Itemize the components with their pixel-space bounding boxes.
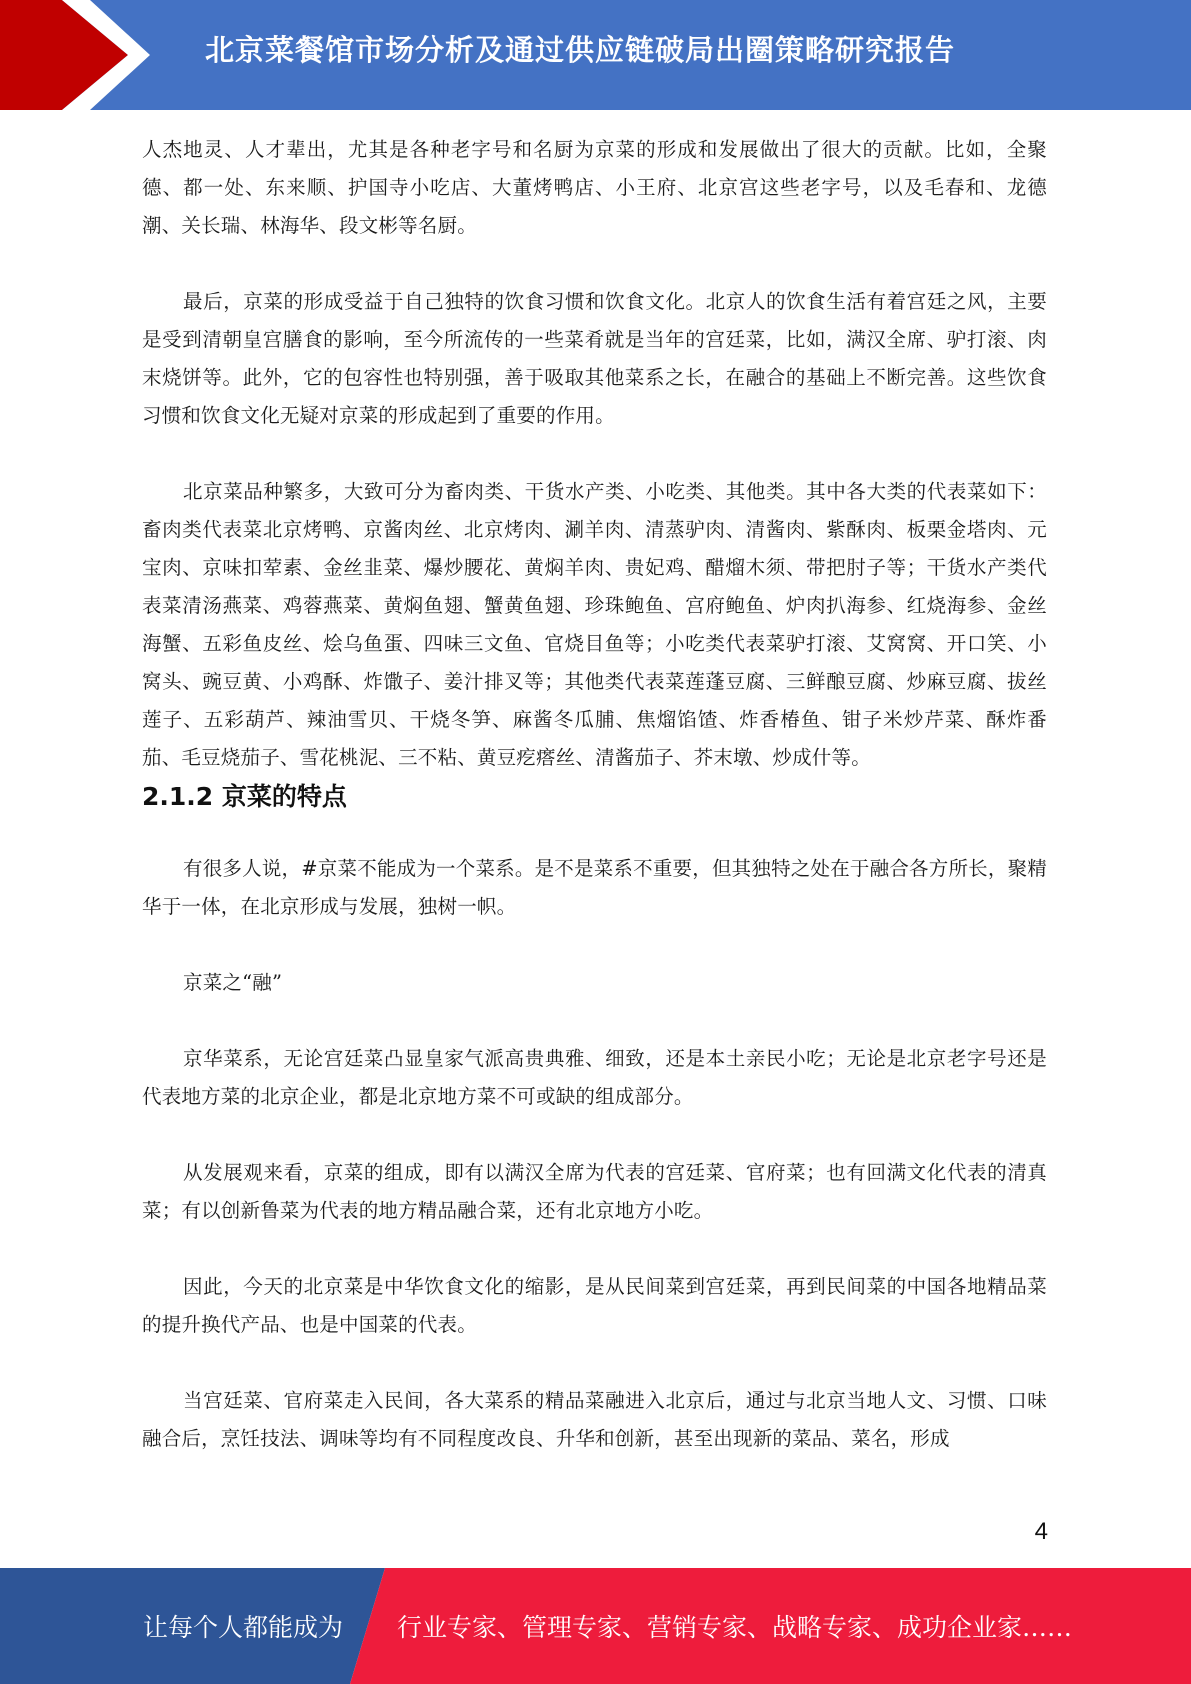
paragraph-jinghua-cuisine: 京华菜系，无论宫廷菜凸显皇家气派高贵典雅、细致，还是本土亲民小吃；无论是北京老字号还是代表地方菜的北京企业，都是北京地方菜不可或缺的组成部分。 xyxy=(142,1047,1047,1108)
page-number: 4 xyxy=(1034,1518,1048,1545)
footer-slogan-right: 行业专家、管理专家、营销专家、战略专家、成功企业家…… xyxy=(397,1613,1073,1642)
header-arrow-decoration xyxy=(0,0,200,110)
paragraph-epitome: 因此，今天的北京菜是中华饮食文化的缩影，是从民间菜到宫廷菜，再到民间菜的中国各地精品菜的提升换代产品、也是中国菜的代表。 xyxy=(142,1275,1047,1336)
section-heading: 2.1.2 京菜的特点 xyxy=(142,782,347,811)
paragraph-palace-to-folk: 当宫廷菜、官府菜走入民间，各大菜系的精品菜融进入北京后，通过与北京当地人文、习惯、口味融合后，烹饪技法、调味等均有不同程度改良、升华和创新，甚至出现新的菜品、菜名，形成 xyxy=(142,1389,1047,1450)
report-title: 北京菜餐馆市场分析及通过供应链破局出圈策略研究报告 xyxy=(205,33,956,67)
paragraph-food-culture: 最后，京菜的形成受益于自己独特的饮食习惯和饮食文化。北京人的饮食生活有着宫廷之风，主要是受到清朝皇宫膳食的影响，至今所流传的一些菜肴就是当年的宫廷菜，比如，满汉全席、驴打滚、肉末烧饼等。此外，它的包容性也特别强，善于吸取其他菜系之长，在融合的基础上不断完善。这些饮食习惯和饮食文化无疑对京菜的形成起到了重要的作用。 xyxy=(142,290,1047,427)
footer-slogan-left: 让每个人都能成为 xyxy=(143,1613,344,1642)
paragraph-fusion-intro: 有很多人说，#京菜不能成为一个菜系。是不是菜系不重要，但其独特之处在于融合各方所长，聚精华于一体，在北京形成与发展，独树一帜。 xyxy=(142,857,1047,918)
subheading-fusion: 京菜之“融” xyxy=(183,971,283,994)
page-footer xyxy=(0,1568,1191,1684)
document-body xyxy=(142,131,1047,1458)
paragraph-dish-categories: 北京菜品种繁多，大致可分为畜肉类、干货水产类、小吃类、其他类。其中各大类的代表菜如下：畜肉类代表菜北京烤鸭、京酱肉丝、北京烤肉、涮羊肉、清蒸驴肉、清酱肉、紫酥肉、板栗金塔肉、元宝肉、京味扣荤素、金丝韭菜、爆炒腰花、黄焖羊肉、贵妃鸡、醋熘木须、带把肘子等；干货水产类代表菜清汤燕菜、鸡蓉燕菜、黄焖鱼翅、蟹黄鱼翅、珍珠鲍鱼、宫府鲍鱼、炉肉扒海参、红烧海参、金丝海蟹、五彩鱼皮丝、烩乌鱼蛋、四味三文鱼、官烧目鱼等；小吃类代表菜驴打滚、艾窝窝、开口笑、小窝头、豌豆黄、小鸡酥、炸馓子、姜汁排叉等；其他类代表菜莲蓬豆腐、三鲜酿豆腐、炒麻豆腐、拔丝莲子、五彩葫芦、辣油雪贝、干烧冬笋、麻酱冬瓜脯、焦熘馅馇、炸香椿鱼、钳子米炒芹菜、酥炸番茄、毛豆烧茄子、雪花桃泥、三不粘、黄豆疙瘩丝、清酱茄子、芥末墩、炒成什等。 xyxy=(142,480,1047,769)
page-header xyxy=(0,0,1191,110)
paragraph-chefs: 人杰地灵、人才辈出，尤其是各种老字号和名厨为京菜的形成和发展做出了很大的贡献。比如，全聚德、都一处、东来顺、护国寺小吃店、大董烤鸭店、小王府、北京宫这些老字号，以及毛春和、龙德潮、关长瑞、林海华、段文彬等名厨。 xyxy=(142,138,1047,237)
paragraph-development-view: 从发展观来看，京菜的组成，即有以满汉全席为代表的宫廷菜、官府菜；也有回满文化代表的清真菜；有以创新鲁菜为代表的地方精品融合菜，还有北京地方小吃。 xyxy=(142,1161,1047,1222)
